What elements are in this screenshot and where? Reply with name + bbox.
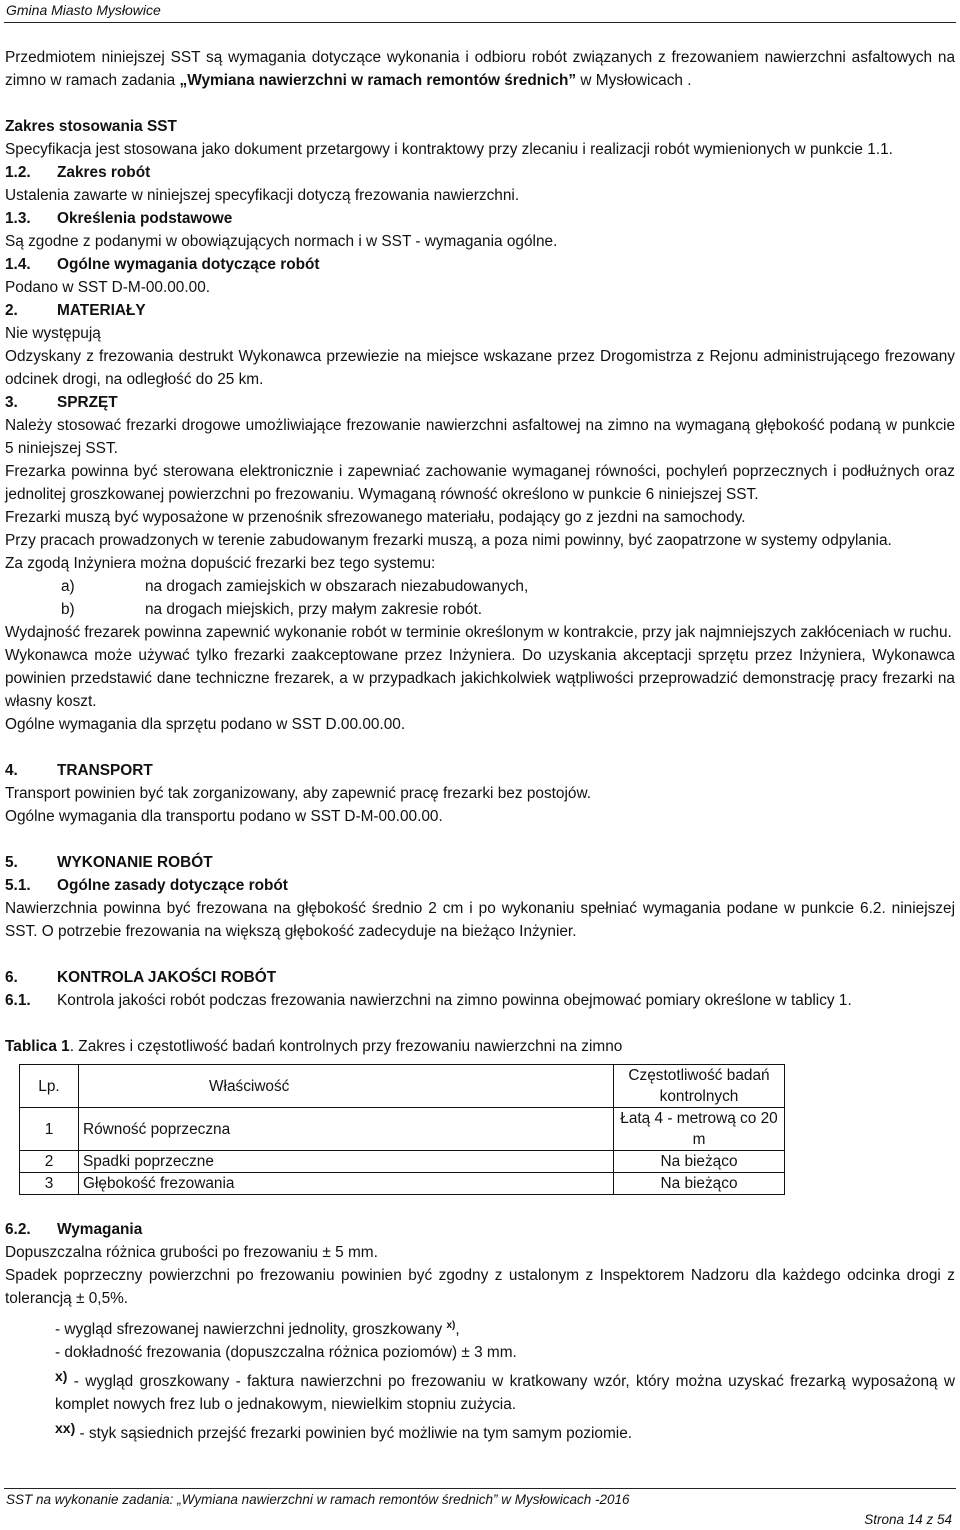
section-heading <box>5 253 955 276</box>
section-text: Odzyskany z frezowania destrukt Wykonawca przewiezie na miejsce wskazane przez Drogomistrza z Rejonu administrującego frezowany odcinek drogi, na odległość do 25 km. <box>5 348 955 388</box>
section-text: Specyfikacja jest stosowana jako dokument przetargowy i kontraktowy przy zlecaniu i realizacji robót wymienionych w punkcie 1.1. <box>5 141 893 158</box>
footnote-marker: x) <box>55 1368 68 1385</box>
section-title: Ogólne zasady dotyczące robót <box>57 877 288 894</box>
footnote-text: - styk sąsiednich przejść frezarki powinien być możliwie na tym samym poziomie. <box>75 1425 633 1443</box>
section-text: Wydajność frezarek powinna zapewnić wykonanie robót w terminie określonym w kontrakcie, przy jak najmniejszych zakłóceniach w ruchu. <box>5 624 952 641</box>
table-row <box>20 1151 785 1173</box>
section-text: Spadek poprzeczny powierzchni po frezowaniu powinien być zgodny z ustalonym z Inspektorem Nadzoru dla każdego odcinka drogi z tolerancją ± 0,5%. <box>5 1267 955 1307</box>
section-number: 6.2. <box>5 1221 31 1238</box>
section-text: Podano w SST D-M-00.00.00. <box>5 279 211 296</box>
section-number: 5. <box>5 854 18 871</box>
list-text: na drogach zamiejskich w obszarach niezabudowanych, <box>145 578 529 595</box>
list-letter: b) <box>61 601 75 618</box>
section-heading <box>5 966 955 989</box>
section-text: Ogólne wymagania dla sprzętu podano w SST D.00.00.00. <box>5 716 406 733</box>
section-heading <box>5 299 955 322</box>
footer-divider <box>4 1488 956 1489</box>
section-text: Transport powinien być tak zorganizowany, aby zapewnić pracę frezarki bez postojów. <box>5 785 591 802</box>
intro-task-name: „Wymiana nawierzchni w ramach remontów średnich” <box>179 72 577 89</box>
table-row <box>20 1173 785 1195</box>
table-row <box>20 1108 785 1151</box>
table-cell: Na bieżąco <box>614 1151 785 1173</box>
requirement-text: - wygląd sfrezowanej nawierzchni jednolity, groszkowany <box>55 1321 447 1339</box>
section-text: Ustalenia zawarte w niniejszej specyfikacji dotyczą frezowania nawierzchni. <box>5 187 520 204</box>
section-text: Kontrola jakości robót podczas frezowania nawierzchni na zimno powinna obejmować pomiary określone w tablicy 1. <box>57 992 852 1009</box>
list-letter: a) <box>61 578 75 595</box>
footer-title: SST na wykonanie zadania: „Wymiana nawierzchni w ramach remontów średnich” w Mysłowicach -2016 <box>6 1492 630 1507</box>
section-text: Są zgodne z podanymi w obowiązujących normach i w SST - wymagania ogólne. <box>5 233 558 250</box>
section-number: 6.1. <box>5 992 31 1009</box>
section-number: 3. <box>5 394 18 411</box>
footnote-text: - wygląd groszkowany - faktura nawierzchni po frezowaniu w kratkowany wzór, który można uzyskać frezarką wyposażoną w komplet nowych frez lub o jednakowym, niewielkim stopniu zużycia. <box>55 1373 955 1414</box>
section-number: 6. <box>5 969 18 986</box>
section-title: Określenia podstawowe <box>57 210 233 227</box>
section-text: Nawierzchnia powinna być frezowana na głębokość średnio 2 cm i po wykonaniu spełniać wymagania podane w punkcie 6.2. niniejszej SST. O potrzebie frezowania na większą głębokość zadecyduje na bieżąco Inżynier. <box>5 900 955 940</box>
requirement-text-end: , <box>455 1321 460 1339</box>
table-header-line: Częstotliwość badań <box>628 1067 770 1084</box>
section-title: Ogólne wymagania dotyczące robót <box>57 256 320 273</box>
table-cell: 1 <box>20 1108 79 1151</box>
section-heading <box>5 207 955 230</box>
section-text: Ogólne wymagania dla transportu podano w SST D-M-00.00.00. <box>5 808 443 825</box>
section-text: Za zgodą Inżyniera można dopuścić frezarki bez tego systemu: <box>5 555 436 572</box>
section-number: 1.2. <box>5 164 31 181</box>
table-cell: 3 <box>20 1173 79 1195</box>
table-cell: Na bieżąco <box>614 1173 785 1195</box>
table-cell: Łatą 4 - metrową co 20 m <box>614 1108 785 1151</box>
table-caption <box>5 1035 955 1058</box>
section-number: 1.4. <box>5 256 31 273</box>
table-cell: Głębokość frezowania <box>79 1173 614 1195</box>
section-title: Zakres robót <box>57 164 151 181</box>
list-text: na drogach miejskich, przy małym zakresie robót. <box>145 601 483 618</box>
section-text: Frezarki muszą być wyposażone w przenośnik sfrezowanego materiału, podający go z jezdni na samochody. <box>5 509 746 526</box>
requirement-item: - dokładność frezowania (dopuszczalna różnica poziomów) ± 3 mm. <box>55 1344 517 1362</box>
header-divider <box>4 22 956 23</box>
section-heading <box>5 391 955 414</box>
control-table <box>19 1064 785 1195</box>
list-item <box>5 575 955 598</box>
section-heading <box>5 1218 955 1241</box>
section-number: 5.1. <box>5 877 31 894</box>
table-caption-text: . Zakres i częstotliwość badań kontrolnych przy frezowaniu nawierzchni na zimno <box>69 1038 623 1055</box>
table-header-row <box>20 1065 785 1108</box>
footnote-marker: x) <box>446 1320 456 1331</box>
section-title: WYKONANIE ROBÓT <box>57 854 213 871</box>
intro-text-end: w Mysłowicach . <box>576 72 692 89</box>
requirement-item <box>5 1314 955 1341</box>
section-text: Przy pracach prowadzonych w terenie zabudowanym frezarki muszą, a poza nimi powinny, być zaopatrzone w systemy odpylania. <box>5 532 892 549</box>
section-heading <box>5 161 955 184</box>
section-text: Dopuszczalna różnica grubości po frezowaniu ± 5 mm. <box>5 1244 378 1261</box>
section-heading <box>5 851 955 874</box>
page-number: Strona 14 z 54 <box>864 1512 952 1527</box>
section-number: 1.3. <box>5 210 31 227</box>
section-title: TRANSPORT <box>57 762 153 779</box>
table-header-line: kontrolnych <box>659 1088 739 1105</box>
section-title: Wymagania <box>57 1221 143 1238</box>
document-body <box>5 46 955 1445</box>
table-cell: Spadki poprzeczne <box>79 1151 614 1173</box>
section-title: Zakres stosowania SST <box>5 118 177 135</box>
section-title: MATERIAŁY <box>57 302 146 319</box>
section-text: Należy stosować frezarki drogowe umożliwiające frezowanie nawierzchni asfaltowej na zimno na wymaganą głębokość podaną w punkcie 5 niniejszej SST. <box>5 417 955 457</box>
section-heading <box>5 759 955 782</box>
table-cell: Równość poprzeczna <box>79 1108 614 1151</box>
table-caption-label: Tablica 1 <box>5 1038 70 1055</box>
section-text: Wykonawca może używać tylko frezarki zaakceptowane przez Inżyniera. Do uzyskania akceptacji sprzętu przez Inżyniera, Wykonawca powinien przedstawić dane techniczne frezarek, a w przypadkach jakichkolwiek wątpliwości przeprowadzić demonstrację pracy frezarki na własny koszt. <box>5 647 955 710</box>
intro-text: Przedmiotem niniejszej SST są wymagania dotyczące wykonania i odbioru robót związanych z frezowaniem nawierzchni asfaltowych na zimno w ramach zadania <box>5 49 955 89</box>
subsection-heading <box>5 874 955 897</box>
section-title: SPRZĘT <box>57 394 118 411</box>
header-title: Gmina Miasto Mysłowice <box>6 2 161 18</box>
section-text: Nie występują <box>5 325 101 342</box>
section-number: 4. <box>5 762 18 779</box>
table-cell: 2 <box>20 1151 79 1173</box>
footnote <box>5 1370 955 1416</box>
section-text: Frezarka powinna być sterowana elektronicznie i zapewniać zachowanie wymaganej równości, pochyleń poprzecznych i podłużnych oraz jednolitej groszkowanej powierzchni po frezowaniu. Wymaganą równość określono w punkcie 6 niniejszej SST. <box>5 463 955 503</box>
list-item <box>5 598 955 621</box>
section-title: KONTROLA JAKOŚCI ROBÓT <box>57 969 277 986</box>
table-header-cell: Lp. <box>20 1065 79 1108</box>
subsection-heading <box>5 989 955 1012</box>
table-header-cell: Właściwość <box>79 1065 614 1108</box>
section-number: 2. <box>5 302 18 319</box>
footnote-marker: xx) <box>55 1420 76 1437</box>
footnote <box>5 1422 955 1445</box>
intro-paragraph <box>5 46 955 92</box>
table-header-cell <box>614 1065 785 1108</box>
